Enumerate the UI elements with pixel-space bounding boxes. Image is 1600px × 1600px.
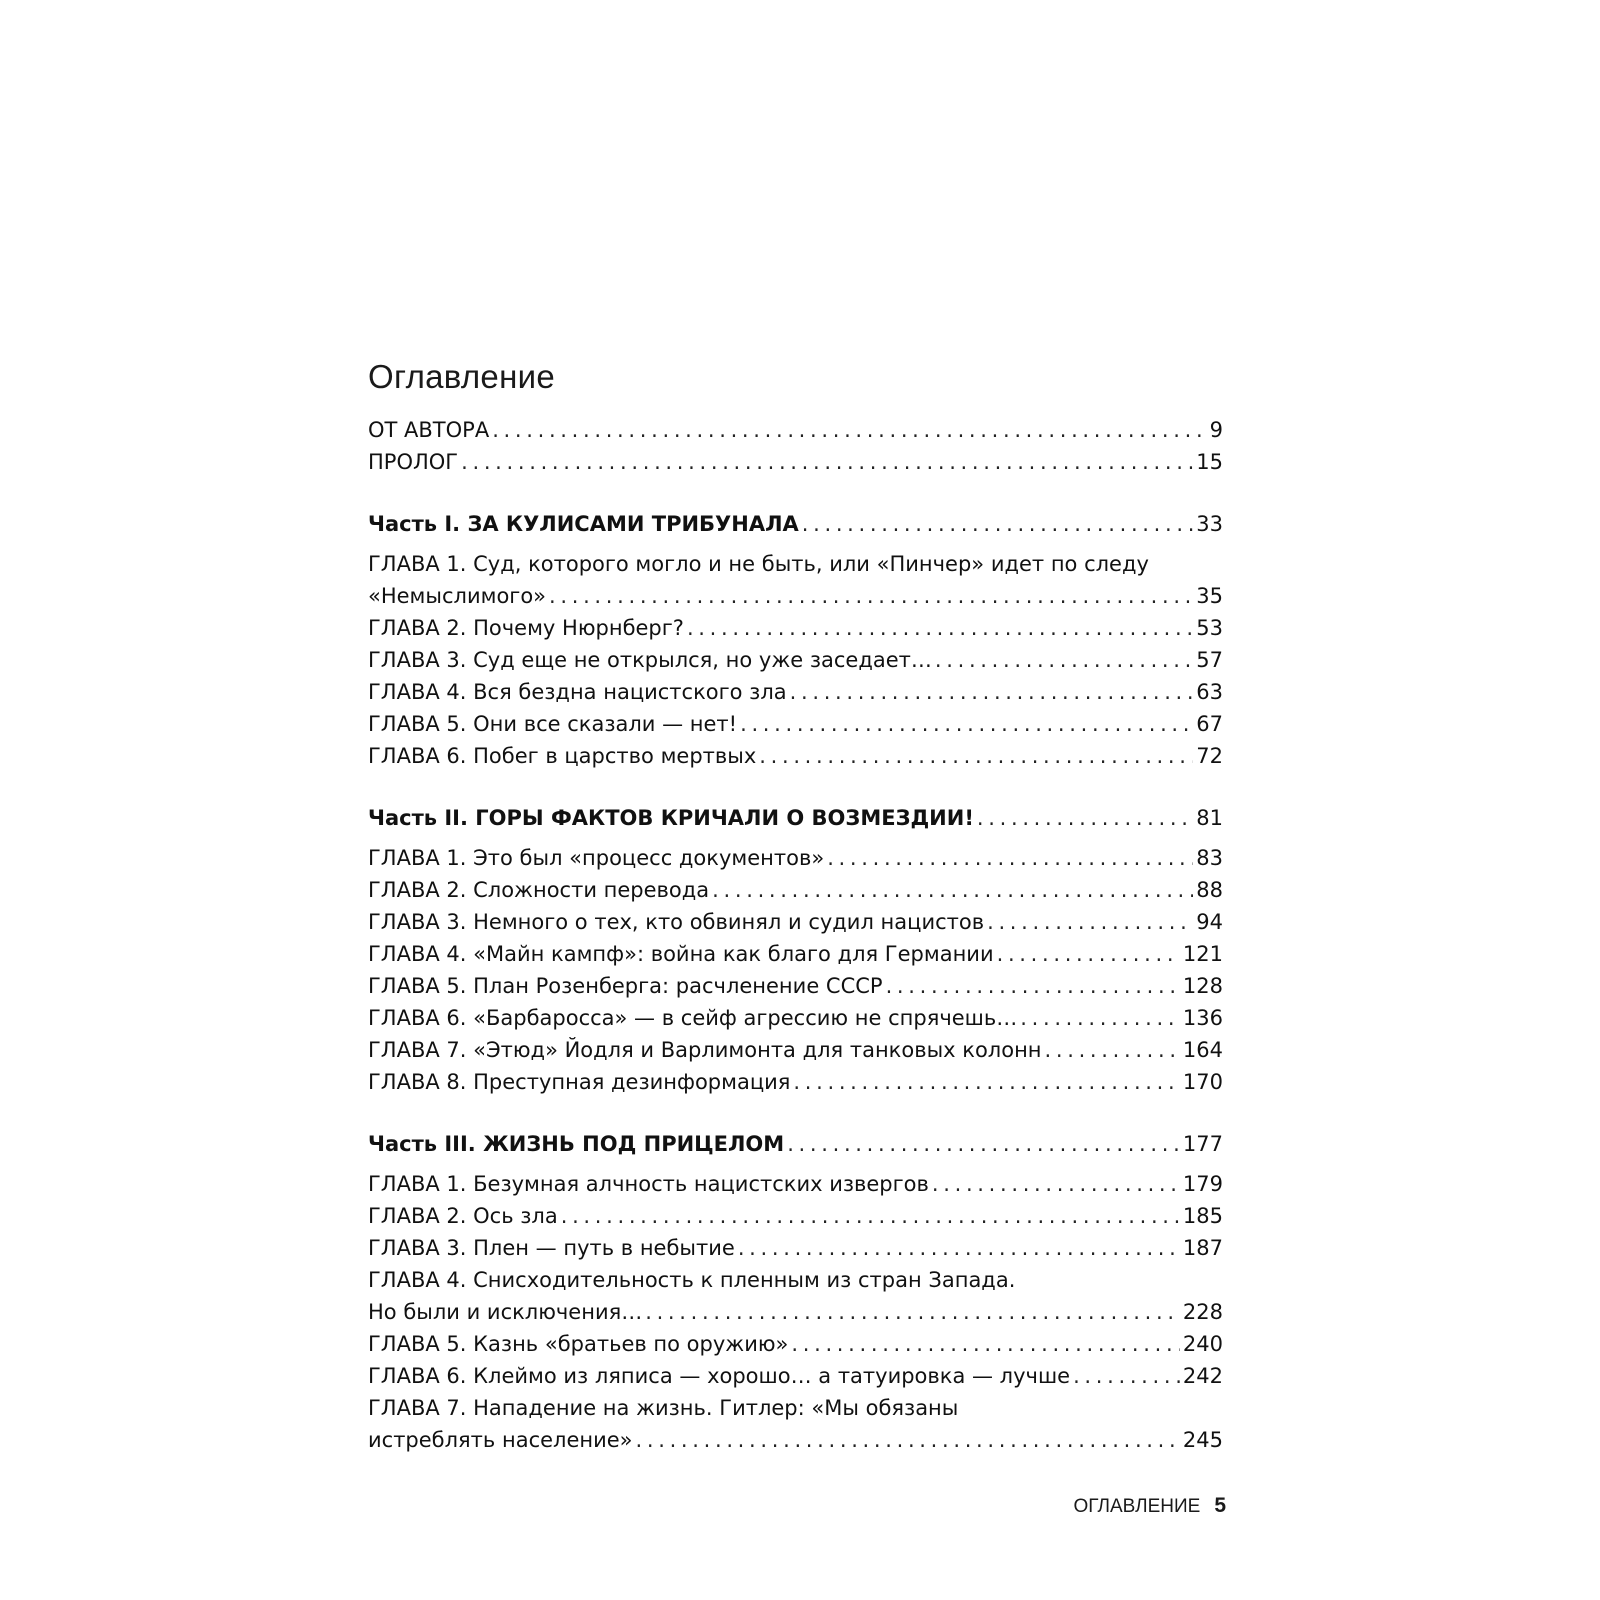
dot-leader xyxy=(549,580,1193,612)
chapter-entry[interactable] xyxy=(368,1200,1223,1232)
entry-title: ГЛАВА 1. Безумная алчность нацистских извергов xyxy=(368,1172,929,1196)
entry-page: 240 xyxy=(1182,1332,1223,1356)
dot-leader xyxy=(712,874,1193,906)
chapter-entry[interactable] xyxy=(368,842,1223,874)
entry-title: ГЛАВА 4. «Майн кампф»: война как благо для Германии xyxy=(368,942,994,966)
dot-leader xyxy=(738,1232,1180,1264)
entry-page: 81 xyxy=(1196,806,1223,830)
entry-page: 83 xyxy=(1196,846,1223,870)
entry-page: 128 xyxy=(1182,974,1223,998)
entry-title: Часть I. ЗА КУЛИСАМИ ТРИБУНАЛА xyxy=(368,512,799,536)
part-heading[interactable] xyxy=(368,802,1223,834)
chapter-entry[interactable] xyxy=(368,1328,1223,1360)
entry-title: ОТ АВТОРА xyxy=(368,418,490,442)
dot-leader xyxy=(740,708,1193,740)
running-footer xyxy=(1074,1494,1226,1518)
dot-leader xyxy=(787,1128,1180,1160)
chapter-entry[interactable] xyxy=(368,1002,1223,1034)
toc-entry[interactable] xyxy=(368,414,1223,446)
dot-leader xyxy=(886,970,1180,1002)
chapter-title-line[interactable]: ГЛАВА 4. Снисходительность к пленным из стран Запада. xyxy=(368,1268,1016,1292)
table-of-contents xyxy=(368,414,1223,1456)
entry-title: ГЛАВА 7. «Этюд» Йодля и Варлимонта для танковых колонн xyxy=(368,1038,1042,1062)
dot-leader xyxy=(645,1296,1180,1328)
entry-title: «Немыслимого» xyxy=(368,584,547,608)
entry-page: 57 xyxy=(1196,648,1223,672)
page-number: 5 xyxy=(1214,1494,1226,1517)
entry-title: ГЛАВА 3. Плен — путь в небытие xyxy=(368,1236,735,1260)
chapter-entry[interactable] xyxy=(368,580,1223,612)
dot-leader xyxy=(492,414,1206,446)
entry-page: 228 xyxy=(1182,1300,1223,1324)
chapter-entry[interactable] xyxy=(368,644,1223,676)
dot-leader xyxy=(759,740,1193,772)
entry-page: 33 xyxy=(1196,512,1223,536)
entry-page: 53 xyxy=(1196,616,1223,640)
entry-title: Часть III. ЖИЗНЬ ПОД ПРИЦЕЛОМ xyxy=(368,1132,785,1156)
entry-title: ГЛАВА 6. Клеймо из ляписа — хорошо… а татуировка — лучше xyxy=(368,1364,1071,1388)
dot-leader xyxy=(790,676,1194,708)
dot-leader xyxy=(1045,1034,1180,1066)
chapter-entry[interactable] xyxy=(368,708,1223,740)
entry-title: ГЛАВА 8. Преступная дезинформация xyxy=(368,1070,791,1094)
entry-title: ГЛАВА 1. Это был «процесс документов» xyxy=(368,846,825,870)
entry-title: Но были и исключения… xyxy=(368,1300,643,1324)
entry-page: 94 xyxy=(1196,910,1223,934)
chapter-entry[interactable] xyxy=(368,1360,1223,1392)
entry-title: ГЛАВА 6. Побег в царство мертвых xyxy=(368,744,757,768)
chapter-entry[interactable] xyxy=(368,1034,1223,1066)
chapter-entry[interactable] xyxy=(368,938,1223,970)
dot-leader xyxy=(997,938,1180,970)
dot-leader xyxy=(791,1328,1180,1360)
entry-title: ГЛАВА 3. Немного о тех, кто обвинял и судил нацистов xyxy=(368,910,985,934)
entry-page: 67 xyxy=(1196,712,1223,736)
entry-title: ГЛАВА 5. План Розенберга: расчленение СССР xyxy=(368,974,883,998)
dot-leader xyxy=(987,906,1193,938)
entry-page: 63 xyxy=(1196,680,1223,704)
entry-title: ПРОЛОГ xyxy=(368,450,459,474)
entry-page: 170 xyxy=(1182,1070,1223,1094)
part-heading[interactable] xyxy=(368,508,1223,540)
chapter-entry[interactable] xyxy=(368,1168,1223,1200)
entry-page: 15 xyxy=(1196,450,1223,474)
entry-title: ГЛАВА 5. Они все сказали — нет! xyxy=(368,712,738,736)
chapter-entry[interactable] xyxy=(368,676,1223,708)
chapter-title-line[interactable]: ГЛАВА 7. Нападение на жизнь. Гитлер: «Мы обязаны xyxy=(368,1396,959,1420)
entry-page: 136 xyxy=(1182,1006,1223,1030)
chapter-entry[interactable] xyxy=(368,1296,1223,1328)
chapter-entry[interactable] xyxy=(368,1232,1223,1264)
entry-page: 72 xyxy=(1196,744,1223,768)
chapter-entry[interactable] xyxy=(368,612,1223,644)
dot-leader xyxy=(827,842,1193,874)
dot-leader xyxy=(687,612,1193,644)
entry-title: ГЛАВА 2. Сложности перевода xyxy=(368,878,710,902)
part-heading[interactable] xyxy=(368,1128,1223,1160)
entry-title: Часть II. ГОРЫ ФАКТОВ КРИЧАЛИ О ВОЗМЕЗДИИ! xyxy=(368,806,974,830)
dot-leader xyxy=(793,1066,1179,1098)
dot-leader xyxy=(636,1424,1180,1456)
entry-page: 245 xyxy=(1182,1428,1223,1452)
toc-entry[interactable] xyxy=(368,446,1223,478)
chapter-entry[interactable] xyxy=(368,906,1223,938)
entry-page: 177 xyxy=(1182,1132,1223,1156)
dot-leader xyxy=(977,802,1193,834)
entry-page: 88 xyxy=(1196,878,1223,902)
entry-title: ГЛАВА 2. Почему Нюрнберг? xyxy=(368,616,684,640)
entry-title: ГЛАВА 5. Казнь «братьев по оружию» xyxy=(368,1332,789,1356)
dot-leader xyxy=(1020,1002,1180,1034)
dot-leader xyxy=(932,1168,1180,1200)
dot-leader xyxy=(1073,1360,1180,1392)
entry-page: 185 xyxy=(1182,1204,1223,1228)
dot-leader xyxy=(561,1200,1180,1232)
chapter-entry[interactable] xyxy=(368,1066,1223,1098)
entry-page: 164 xyxy=(1182,1038,1223,1062)
chapter-entry[interactable] xyxy=(368,740,1223,772)
entry-page: 187 xyxy=(1182,1236,1223,1260)
chapter-entry[interactable] xyxy=(368,1424,1223,1456)
dot-leader xyxy=(461,446,1193,478)
entry-title: ГЛАВА 3. Суд еще не открылся, но уже заседает… xyxy=(368,648,932,672)
chapter-title-line[interactable]: ГЛАВА 1. Суд, которого могло и не быть, или «Пинчер» идет по следу xyxy=(368,552,1149,576)
dot-leader xyxy=(802,508,1193,540)
entry-page: 242 xyxy=(1182,1364,1223,1388)
entry-page: 121 xyxy=(1182,942,1223,966)
chapter-entry[interactable] xyxy=(368,874,1223,906)
chapter-entry[interactable] xyxy=(368,970,1223,1002)
entry-page: 35 xyxy=(1196,584,1223,608)
entry-title: истреблять население» xyxy=(368,1428,633,1452)
entry-page: 9 xyxy=(1209,418,1223,442)
footer-label: ОГЛАВЛЕНИЕ xyxy=(1073,1496,1201,1517)
entry-title: ГЛАВА 4. Вся бездна нацистского зла xyxy=(368,680,787,704)
entry-page: 179 xyxy=(1182,1172,1223,1196)
dot-leader xyxy=(935,644,1193,676)
entry-title: ГЛАВА 2. Ось зла xyxy=(368,1204,558,1228)
entry-title: ГЛАВА 6. «Барбаросса» — в сейф агрессию не спрячешь… xyxy=(368,1006,1018,1030)
parts-container xyxy=(368,478,1223,1456)
page-title: Оглавление xyxy=(368,358,555,396)
